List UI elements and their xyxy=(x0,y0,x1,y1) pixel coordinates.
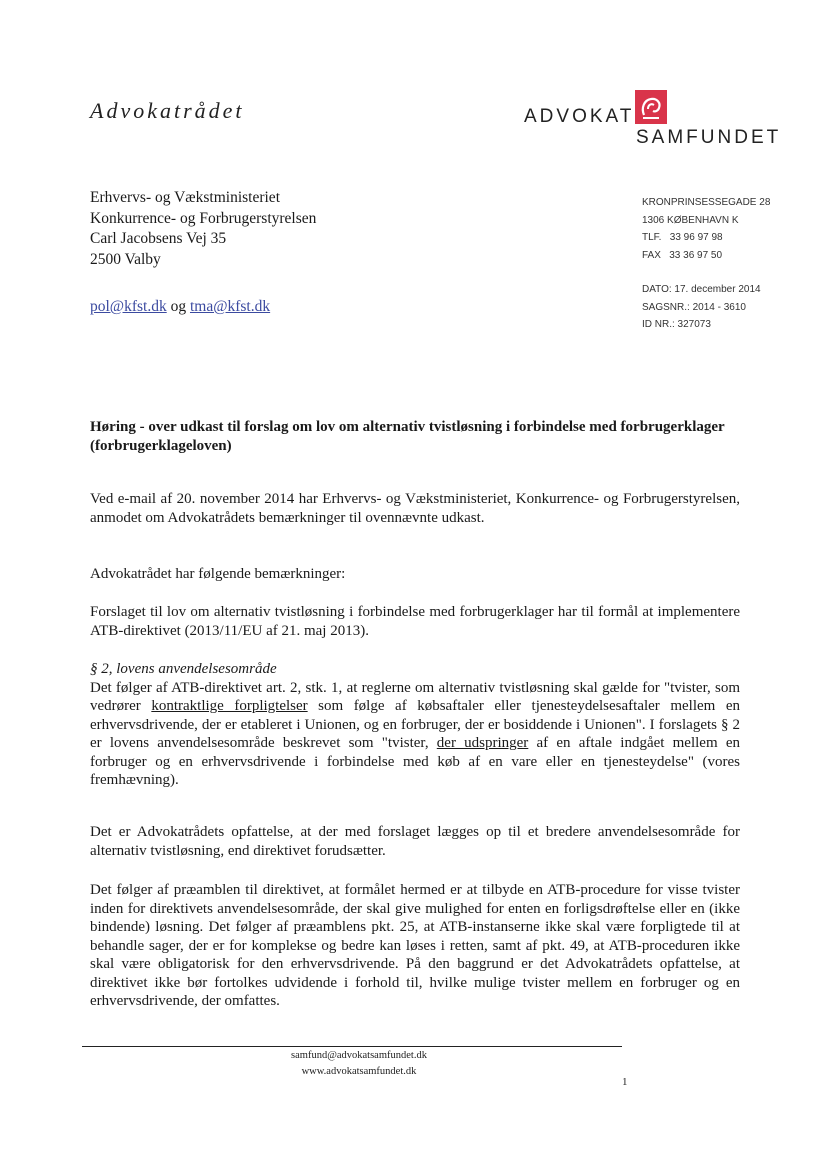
text-run: Det følger af ATB-direktivet art. 2, stk. 1, at reglerne om alternativ tvistløsning skal gælde for "tvister, som vedrører xyxy=(90,679,740,714)
letter-date: DATO: 17. december 2014 xyxy=(642,284,761,295)
email-link-pol[interactable]: pol@kfst.dk xyxy=(90,298,167,315)
logo-word-advokat: ADVOKAT xyxy=(524,106,635,127)
recipient-address xyxy=(90,188,316,270)
page-number: 1 xyxy=(622,1076,628,1088)
advokatsamfundet-logo xyxy=(524,90,784,150)
sender-fax: FAX 33 36 97 50 xyxy=(642,249,723,261)
recipient-emails xyxy=(90,298,270,316)
id-number: ID NR.: 327073 xyxy=(642,319,711,330)
logo-word-samfundet: SAMFUNDET xyxy=(636,127,782,148)
sender-city: 1306 KØBENHAVN K xyxy=(642,214,739,226)
sender-phone: TLF. 33 96 97 98 xyxy=(642,232,723,243)
footer-email: samfund@advokatsamfundet.dk xyxy=(291,1050,427,1061)
paragraph-intro: Ved e-mail af 20. november 2014 har Erhvervs- og Vækstministeriet, Konkurrence- og Forbrugerstyrelsen, anmodet om Advokatrådets bemærkninger til ovennævnte udkast. xyxy=(90,491,740,526)
paragraph-opinion: Det er Advokatrådets opfattelse, at der med forslaget lægges op til et bredere anvendelsesområde for alternativ tvistløsning, end direktivet forudsætter. xyxy=(90,824,740,859)
advokatsamfundet-logo-icon xyxy=(635,90,667,124)
paragraph-purpose: Forslaget til lov om alternativ tvistløsning i forbindelse med forbrugerklager har til formål at implementere ATB-direktivet (2013/11/EU af 21. maj 2013). xyxy=(90,604,740,639)
section-scope xyxy=(90,660,740,790)
email-link-tma[interactable]: tma@kfst.dk xyxy=(189,298,271,315)
footer xyxy=(0,1048,828,1080)
sender-street: KRONPRINSESSEGADE 28 xyxy=(642,197,771,208)
paragraph-remarks-lead: Advokatrådet har følgende bemærkninger: xyxy=(90,566,346,582)
text-run: af en aftale indgået mellem en forbruger og en erhvervsdrivende i forbindelse med køb af en vare eller en tjenesteydelse" (vores fremhævning). xyxy=(90,735,740,788)
underlined-text: der udspringer xyxy=(436,735,529,751)
recipient-line: Erhvervs- og Vækstministeriet xyxy=(90,189,280,206)
recipient-line: Carl Jacobsens Vej 35 xyxy=(90,230,227,247)
recipient-line: 2500 Valby xyxy=(90,250,161,268)
sender-info xyxy=(642,194,770,334)
paragraph-preamble: Det følger af præamblen til direktivet, at formålet hermed er at tilbyde en ATB-procedure for visse tvister inden for direktivets anvendelsesområde, der skal give mulighed for enten en forligsdrøftelse eller en (ikke bindende) løsning. Det følger af præamblens pkt. 25, at ATB-instanserne ikke skal være forpligtede til at behandle sager, der er for komplekse og bedre kan løses i retten, samt af pkt. 49, at ATB-proceduren ikke skal være obligatorisk for den erhvervsdrivende. På den baggrund er det Advokatrådets opfattelse, at direktivet ikke bør fortolkes udvidende i forhold til, hvilke mulige tvister mellem en forbruger og en erhvervsdrivende, der omfattes. xyxy=(90,882,740,1009)
letter-subject: Høring - over udkast til forslag om lov om alternativ tvistløsning i forbindelse med forbrugerklager (forbrugerklageloven) xyxy=(90,419,725,454)
section-heading: § 2, lovens anvendelsesområde xyxy=(90,661,277,677)
recipient-line: Konkurrence- og Forbrugerstyrelsen xyxy=(90,209,317,227)
footer-divider xyxy=(82,1046,622,1047)
underlined-text: kontraktlige forpligtelser xyxy=(151,698,308,714)
text-run: som følge af købsaftaler eller tjenesteydelsesaftaler mellem en erhvervsdrivende, der er etableret i Unionen, og en forbruger, der er bosiddende i Unionen". I forslagets § 2 er lovens anvendelsesområde beskrevet som "tvister, xyxy=(90,698,740,751)
case-number: SAGSNR.: 2014 - 3610 xyxy=(642,301,746,313)
email-separator: og xyxy=(166,298,190,315)
paragraph-scope xyxy=(90,679,740,790)
council-title: Advokatrådet xyxy=(90,98,245,123)
footer-website: www.advokatsamfundet.dk xyxy=(301,1066,417,1077)
